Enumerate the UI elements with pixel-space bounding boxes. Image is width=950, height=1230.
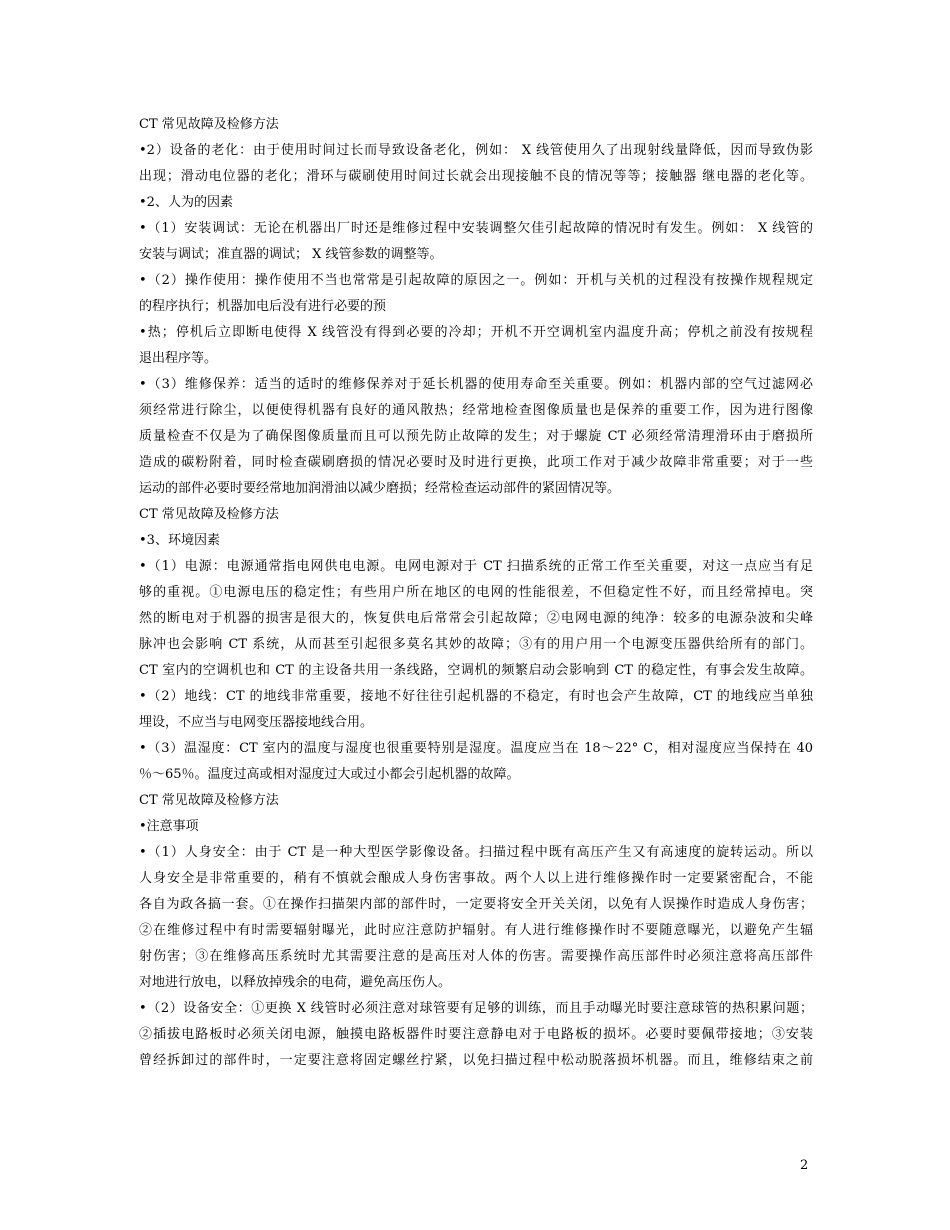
text-line: •2）设备的老化：由于使用时间过长而导致设备老化，例如： X 线管使用久了出现射线量降低，因而导致伪影	[139, 143, 813, 158]
text-line: 出现；滑动电位器的老化；滑环与碳刷使用时间过长就会出现接触不良的情况等等；接触器 继电器的老化等。	[139, 169, 813, 184]
text-line: CT 常见故障及检修方法	[139, 117, 279, 132]
text-line: •2、人为的因素	[139, 195, 233, 210]
text-line: •（2）地线：CT 的地线非常重要，接地不好往往引起机器的不稳定，有时也会产生故障，CT 的地线应当单独	[139, 689, 813, 704]
text-line: 安装与调试；准直器的调试； X 线管参数的调整等。	[139, 247, 443, 262]
text-line: 质量检查不仅是为了确保图像质量而且可以预先防止故障的发生；对于螺旋 CT 必须经常清理滑环由于磨损所	[139, 429, 813, 444]
text-line: •（1）安装调试：无论在机器出厂时还是维修过程中安装调整欠佳引起故障的情况时有发生。例如： X 线管的	[139, 221, 813, 236]
text-line: 够的重视。①电源电压的稳定性；有些用户所在地区的电网的性能很差，不但稳定性不好，而且经常掉电。突	[139, 585, 813, 600]
text-line: 造成的碳粉附着，同时检查碳刷磨损的情况必要时及时进行更换，此项工作对于减少故障非常重要；对于一些	[139, 455, 813, 470]
text-line: •（2）设备安全：①更换 X 线管时必须注意对球管要有足够的训练，而且手动曝光时要注意球管的热积累问题；	[139, 1001, 813, 1016]
text-line: CT 常见故障及检修方法	[139, 507, 279, 522]
text-line: •（1）电源：电源通常指电网供电电源。电网电源对于 CT 扫描系统的正常工作至关重要，对这一点应当有足	[139, 559, 813, 574]
text-line: •注意事项	[139, 819, 199, 834]
text-line: 运动的部件必要时要经常地加润滑油以减少磨损；经常检查运动部件的紧固情况等。	[139, 481, 621, 496]
text-line: 射伤害；③在维修高压系统时尤其需要注意的是高压对人体的伤害。需要操作高压部件时必须注意将高压部件	[139, 949, 813, 964]
text-line: 曾经拆卸过的部件时，一定要注意将固定螺丝拧紧，以免扫描过程中松动脱落损坏机器。而且，维修结束之前	[139, 1053, 813, 1068]
text-line: 人身安全是非常重要的，稍有不慎就会酿成人身伤害事故。两个人以上进行维修操作时一定要紧密配合，不能	[139, 871, 813, 886]
text-line: 须经常进行除尘，以便使得机器有良好的通风散热；经常地检查图像质量也是保养的重要工作，因为进行图像	[139, 403, 813, 418]
text-line: •3、环境因素	[139, 533, 220, 548]
text-line: ％～65％。温度过高或相对湿度过大或过小都会引起机器的故障。	[139, 767, 520, 782]
text-line: •（3）温湿度：CT 室内的温度与湿度也很重要特别是湿度。温度应当在 18～22° C，相对湿度应当保持在 40	[139, 741, 813, 756]
document-body	[139, 112, 813, 1074]
text-line: 然的断电对于机器的损害是很大的，恢复供电后常常会引起故障；②电网电源的纯净：较多的电源杂波和尖峰	[139, 611, 813, 626]
text-line: •（2）操作使用：操作使用不当也常常是引起故障的原因之一。例如：开机与关机的过程没有按操作规程规定	[139, 273, 813, 288]
text-line: •热；停机后立即断电使得 X 线管没有得到必要的冷却；开机不开空调机室内温度升高；停机之前没有按规程	[139, 325, 813, 340]
text-line: •（1）人身安全：由于 CT 是一种大型医学影像设备。扫描过程中既有高压产生又有高速度的旋转运动。所以	[139, 845, 813, 860]
text-line: 脉冲也会影响 CT 系统，从而甚至引起很多莫名其妙的故障；③有的用户用一个电源变压器供给所有的部门。	[139, 637, 813, 652]
text-line: ②在维修过程中有时需要辐射曝光，此时应注意防护辐射。有人进行维修操作时不要随意曝光，以避免产生辐	[139, 923, 813, 938]
text-line: 退出程序等。	[139, 351, 218, 366]
page-number: 2	[800, 1158, 809, 1173]
text-line: CT 常见故障及检修方法	[139, 793, 279, 808]
text-line: 对地进行放电，以释放掉残余的电荷，避免高压伤人。	[139, 975, 452, 990]
text-line: 各自为政各搞一套。①在操作扫描架内部的部件时，一定要将安全开关关闭，以免有人误操作时造成人身伤害；	[139, 897, 813, 912]
text-line: •（3）维修保养：适当的适时的维修保养对于延长机器的使用寿命至关重要。例如：机器内部的空气过滤网必	[139, 377, 813, 392]
text-line: 埋设，不应当与电网变压器接地线合用。	[139, 715, 374, 730]
text-line: CT 室内的空调机也和 CT 的主设备共用一条线路，空调机的频繁启动会影响到 CT 的稳定性，有事会发生故障。	[139, 663, 813, 678]
text-line: ②插拔电路板时必须关闭电源，触摸电路板器件时要注意静电对于电路板的损坏。必要时要佩带接地；③安装	[139, 1027, 813, 1042]
text-line: 的程序执行；机器加电后没有进行必要的预	[139, 299, 387, 314]
